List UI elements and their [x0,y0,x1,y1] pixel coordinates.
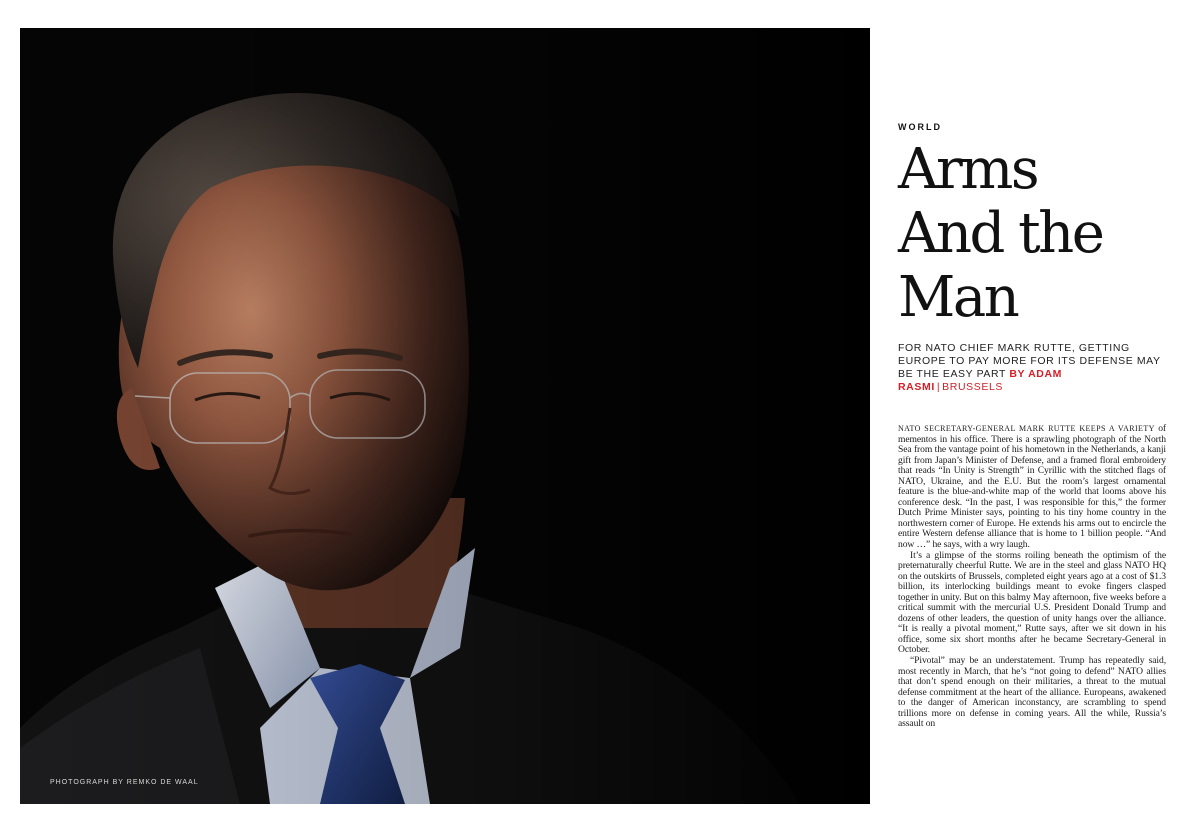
hero-photo [20,28,870,804]
article-header [898,122,1166,394]
headline-line: Arms [898,137,1038,202]
headline-line: And the [898,201,1103,266]
body-paragraph [898,424,1166,551]
headline-line: Man [898,265,1018,330]
body-paragraph: It’s a glimpse of the storms roiling beneath the optimism of the preternaturally cheerful Rutte. We are in the steel and glass NATO HQ on the outskirts of Brussels, completed eight years ago at a cost of $1.3 billion, its interlocking buildings meant to evoke fingers clasped together in unity. But on this balmy May afternoon, five weeks before a critical summit with the mercurial U.S. President Donald Trump and dozens of other leaders, the question of unity hangs over the alliance. “It is really a pivotal moment,” Rutte says, after we sit down in his office, some six short months after he became Secretary-General in October. [898,549,1166,656]
headline [898,138,1166,330]
paragraph-text: of mementos in his office. There is a sprawling photograph of the North Sea from the vantage point of his hometown in the Netherlands, a kanji gift from Japan’s Minister of Defense, and a framed floral embroidery that reads “In Unity is Strength” in Cyrillic with the stitched flags of NATO, Ukraine, and the E.U. But the room’s largest ornamental feature is the blue-and-white map of the world that looms above his conference desk. “In the past, I was responsible for this,” the former Dutch Prime Minister says, pointing to his tiny home country in the northwestern corner of Europe. He extends his arms out to encircle the entire Western defense alliance that is home to 1 billion people. “And now …” he says, with a wry laugh. [898,423,1166,551]
byline: BY ADAM RASMI [898,368,1062,393]
byline-separator: | [936,381,941,393]
dek [898,342,1166,394]
body-paragraph: “Pivotal” may be an understatement. Trump has repeatedly said, most recently in March, that he’s “not going to defend” NATO allies that don’t spend enough on their militaries, a threat to the mutual defense commitment at the heart of the alliance. Europeans, awakened to the danger of American inconstancy, are scrambling to spend trillions more on defense in coming years. All the while, Russia’s assault on [898,655,1166,730]
lead-in: NATO SECRETARY-GENERAL MARK RUTTE KEEPS A VARIETY [898,424,1155,433]
section-label: WORLD [898,122,942,132]
article-body [898,424,1166,730]
photo-credit: PHOTOGRAPH BY REMKO DE WAAL [50,779,199,786]
portrait-illustration [20,28,870,804]
dek-text: FOR NATO CHIEF MARK RUTTE, GETTING EUROPE TO PAY MORE FOR ITS DEFENSE MAY BE THE EASY PART [898,342,1161,380]
dateline: BRUSSELS [942,381,1003,393]
